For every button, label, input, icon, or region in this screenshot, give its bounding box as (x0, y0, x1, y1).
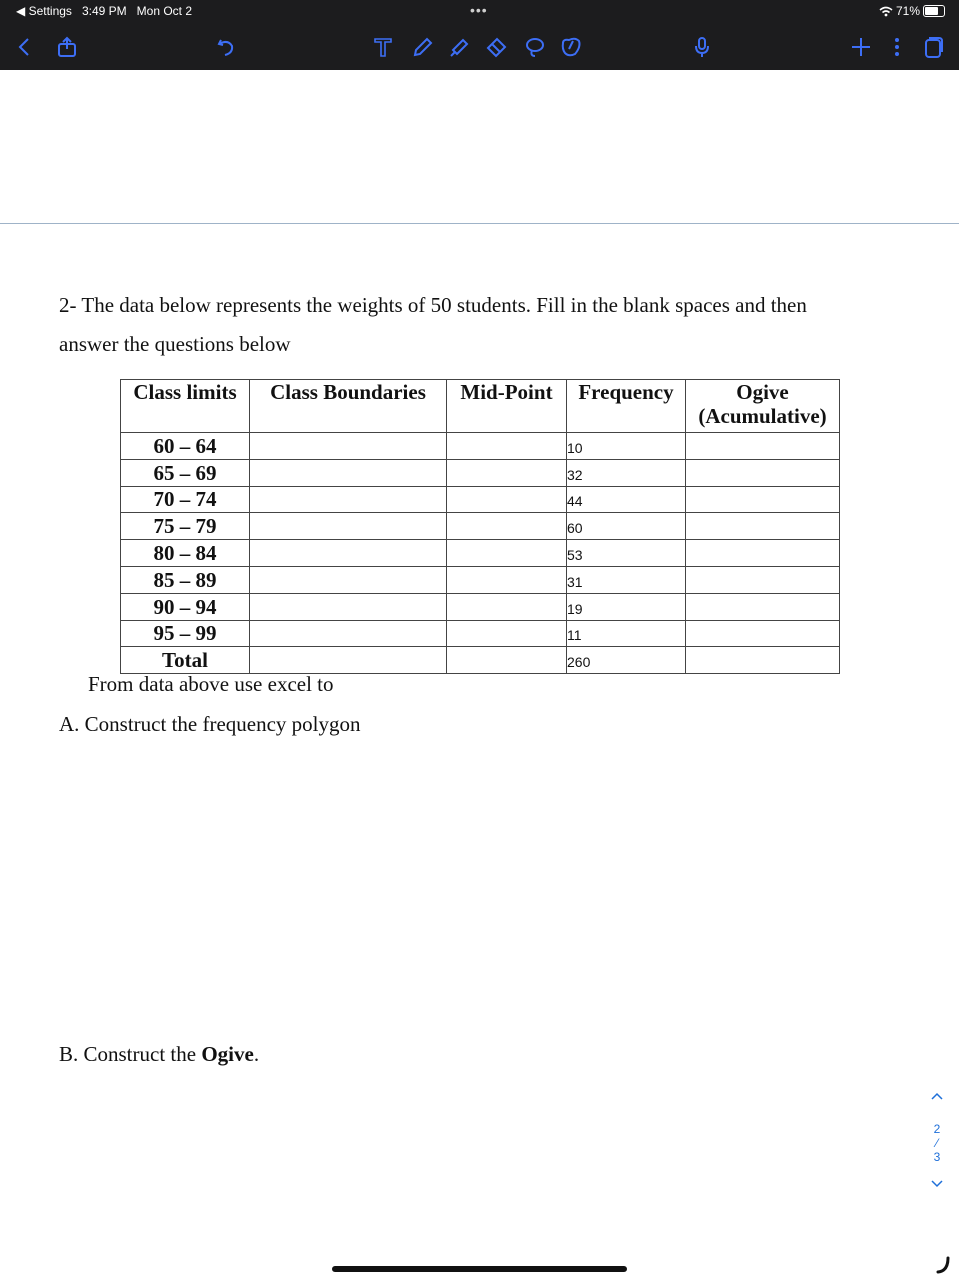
wifi-icon (879, 6, 893, 17)
multitasking-dots[interactable]: ••• (470, 2, 488, 18)
ogive-cell[interactable] (686, 593, 840, 620)
class-limits-cell: 65 – 69 (121, 459, 250, 486)
ogive-cell[interactable] (686, 459, 840, 486)
ogive-cell[interactable] (686, 433, 840, 460)
header-ogive-line2: (Acumulative) (698, 404, 827, 428)
battery-icon (923, 5, 945, 17)
header-class-boundaries: Class Boundaries (250, 380, 447, 433)
boundary-cell[interactable] (250, 566, 447, 593)
previous-page-icon[interactable] (929, 1090, 945, 1104)
ogive-cell[interactable] (686, 647, 840, 674)
class-limits-cell: 75 – 79 (121, 513, 250, 540)
table-row (121, 540, 840, 567)
share-icon[interactable] (54, 34, 80, 60)
table-row (121, 513, 840, 540)
frequency-cell: 10 (567, 433, 686, 460)
shapes-icon[interactable] (558, 34, 584, 60)
frequency-cell: 32 (567, 459, 686, 486)
boundary-cell[interactable] (250, 459, 447, 486)
question-a: A. Construct the frequency polygon (59, 712, 361, 736)
boundary-cell[interactable] (250, 540, 447, 567)
status-date: Mon Oct 2 (136, 4, 193, 18)
table-header-row (121, 380, 840, 433)
frequency-table (120, 379, 840, 674)
pages-icon[interactable] (920, 34, 946, 60)
class-limits-cell: 80 – 84 (121, 540, 250, 567)
question-b (59, 1042, 259, 1067)
table-row (121, 566, 840, 593)
lasso-icon[interactable] (522, 34, 548, 60)
class-limits-cell: 85 – 89 (121, 566, 250, 593)
frequency-cell: 19 (567, 593, 686, 620)
header-class-limits: Class limits (121, 380, 250, 433)
ogive-cell[interactable] (686, 620, 840, 647)
table-row (121, 620, 840, 647)
table-total-row (121, 647, 840, 674)
question-b-bold: Ogive (201, 1042, 254, 1066)
boundary-cell[interactable] (250, 593, 447, 620)
home-indicator[interactable] (332, 1266, 627, 1272)
midpoint-cell[interactable] (447, 566, 567, 593)
next-page-icon[interactable] (929, 1178, 945, 1192)
status-left (16, 4, 192, 18)
back-chevron-icon[interactable] (12, 34, 38, 60)
frequency-cell: 31 (567, 566, 686, 593)
frequency-cell: 60 (567, 513, 686, 540)
status-bar (0, 0, 959, 22)
more-options-icon[interactable] (884, 34, 910, 60)
midpoint-cell[interactable] (447, 593, 567, 620)
header-mid-point: Mid-Point (447, 380, 567, 433)
boundary-cell[interactable] (250, 486, 447, 513)
add-icon[interactable] (848, 34, 874, 60)
current-page-number: 2 (933, 1122, 941, 1136)
boundary-cell[interactable] (250, 620, 447, 647)
midpoint-cell[interactable] (447, 486, 567, 513)
battery-percent: 71% (895, 4, 920, 18)
total-frequency-cell: 260 (567, 647, 686, 674)
class-limits-cell: 70 – 74 (121, 486, 250, 513)
question-line-2: answer the questions below (59, 332, 291, 356)
toolbar (0, 22, 959, 70)
question-line-1: 2- The data below represents the weights of 50 students. Fill in the blank spaces and then (59, 293, 807, 317)
midpoint-cell[interactable] (447, 540, 567, 567)
header-ogive-line1: Ogive (736, 380, 789, 404)
frequency-cell: 11 (567, 620, 686, 647)
frequency-cell: 53 (567, 540, 686, 567)
ogive-cell[interactable] (686, 566, 840, 593)
undo-icon[interactable] (213, 34, 239, 60)
pen-icon[interactable] (410, 34, 436, 60)
eraser-icon[interactable] (484, 34, 510, 60)
highlighter-icon[interactable] (447, 34, 473, 60)
boundary-cell[interactable] (250, 647, 447, 674)
previous-page[interactable] (0, 70, 959, 224)
table-row (121, 433, 840, 460)
microphone-icon[interactable] (689, 34, 715, 60)
question-b-prefix: B. Construct the (59, 1042, 202, 1066)
table-row (121, 593, 840, 620)
midpoint-cell[interactable] (447, 513, 567, 540)
table-row (121, 486, 840, 513)
midpoint-cell[interactable] (447, 459, 567, 486)
midpoint-cell[interactable] (447, 620, 567, 647)
table-row (121, 459, 840, 486)
page-separator-icon: ⁄ (935, 1136, 938, 1150)
back-to-settings[interactable]: ◀ Settings (16, 4, 72, 18)
boundary-cell[interactable] (250, 513, 447, 540)
total-label-cell: Total (121, 647, 250, 674)
class-limits-cell: 95 – 99 (121, 620, 250, 647)
header-ogive (686, 380, 840, 433)
text-tool-icon[interactable] (370, 34, 396, 60)
header-frequency: Frequency (567, 380, 686, 433)
boundary-cell[interactable] (250, 433, 447, 460)
total-page-number: 3 (933, 1150, 941, 1164)
class-limits-cell: 90 – 94 (121, 593, 250, 620)
midpoint-cell[interactable] (447, 647, 567, 674)
scroll-grabber-icon[interactable] (934, 1256, 952, 1276)
instruction-text: From data above use excel to (88, 672, 334, 696)
page-navigator (929, 1090, 945, 1192)
question-text (59, 286, 889, 364)
question-b-suffix: . (253, 1042, 260, 1066)
status-right (879, 4, 945, 18)
status-time: 3:49 PM (81, 4, 127, 18)
midpoint-cell[interactable] (447, 433, 567, 460)
ogive-cell[interactable] (686, 486, 840, 513)
class-limits-cell: 60 – 64 (121, 433, 250, 460)
ogive-cell[interactable] (686, 540, 840, 567)
frequency-cell: 44 (567, 486, 686, 513)
ogive-cell[interactable] (686, 513, 840, 540)
